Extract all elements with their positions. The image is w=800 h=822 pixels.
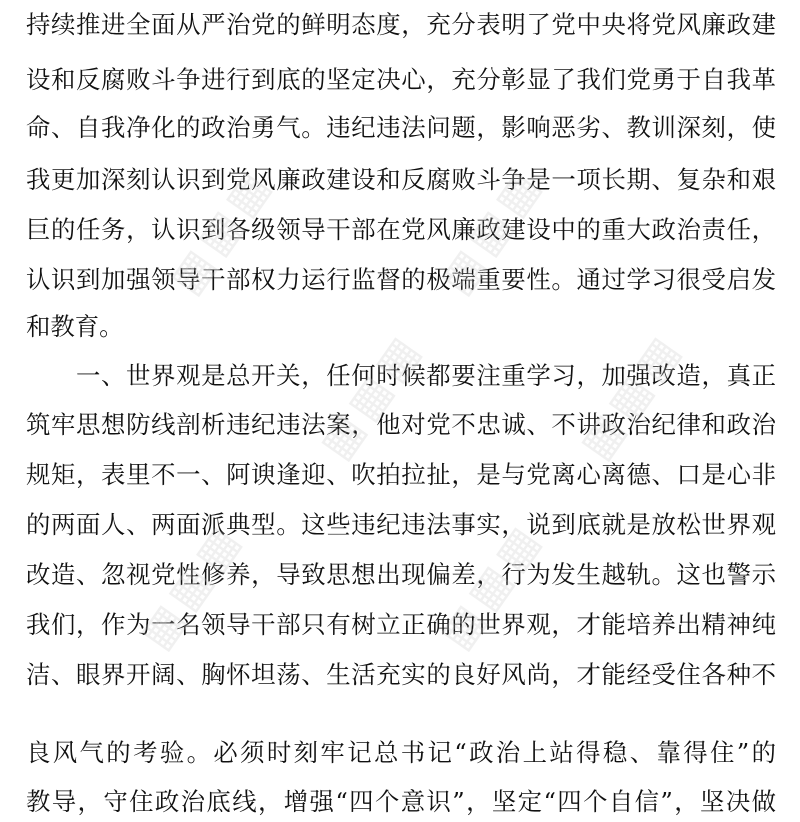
text-line-10: 规矩，表里不一、阿谀逢迎、吹拍拉扯，是与党离心离德、口是心非: [26, 460, 776, 489]
text-line-2: 设和反腐败斗争进行到底的坚定决心，充分彰显了我们党勇于自我革: [26, 65, 776, 94]
text-line-3: 命、自我净化的政治勇气。违纪违法问题，影响恶劣、教训深刻，使: [26, 113, 776, 142]
text-line-6: 认识到加强领导干部权力运行监督的极端重要性。通过学习很受启发: [26, 265, 776, 294]
text-line-15: 良风气的考验。必须时刻牢记总书记“政治上站得稳、靠得住”的: [26, 738, 776, 767]
text-line-9: 筑牢思想防线剖析违纪违法案，他对党不忠诚、不讲政治纪律和政治: [26, 410, 776, 439]
text-line-5: 巨的任务，认识到各级领导干部在党风廉政建设中的重大政治责任，: [26, 215, 776, 244]
text-line-13: 我们，作为一名领导干部只有树立正确的世界观，才能培养出精神纯: [26, 610, 776, 639]
watermark-mark: ▦▦▦: [429, 512, 554, 659]
text-line-1: 持续推进全面从严治党的鲜明态度，充分表明了党中央将党风廉政建: [26, 10, 776, 39]
text-line-14: 洁、眼界开阔、胸怀坦荡、生活充实的良好风尚，才能经受住各种不: [26, 660, 776, 689]
text-line-16: 教导，守住政治底线，增强“四个意识”，坚定“四个自信”，坚决做: [26, 787, 776, 816]
text-line-12: 改造、忽视党性修养，导致思想出现偏差，行为发生越轨。这也警示: [26, 560, 776, 589]
text-line-8: 一、世界观是总开关，任何时候都要注重学习，加强改造，真正: [76, 361, 776, 390]
watermark-mark: ▦▦▦: [309, 322, 434, 469]
watermark-mark: ▦▦▦: [129, 512, 254, 659]
text-line-7: 和教育。: [26, 312, 124, 341]
watermark-mark: ▦▦▦: [429, 157, 554, 304]
watermark-mark: ▦▦▦: [569, 322, 694, 469]
text-line-11: 的两面人、两面派典型。这些违纪违法事实，说到底就是放松世界观: [26, 510, 776, 539]
watermark-mark: ▦▦▦: [159, 157, 284, 304]
text-line-4: 我更加深刻认识到党风廉政建设和反腐败斗争是一项长期、复杂和艰: [26, 165, 776, 194]
